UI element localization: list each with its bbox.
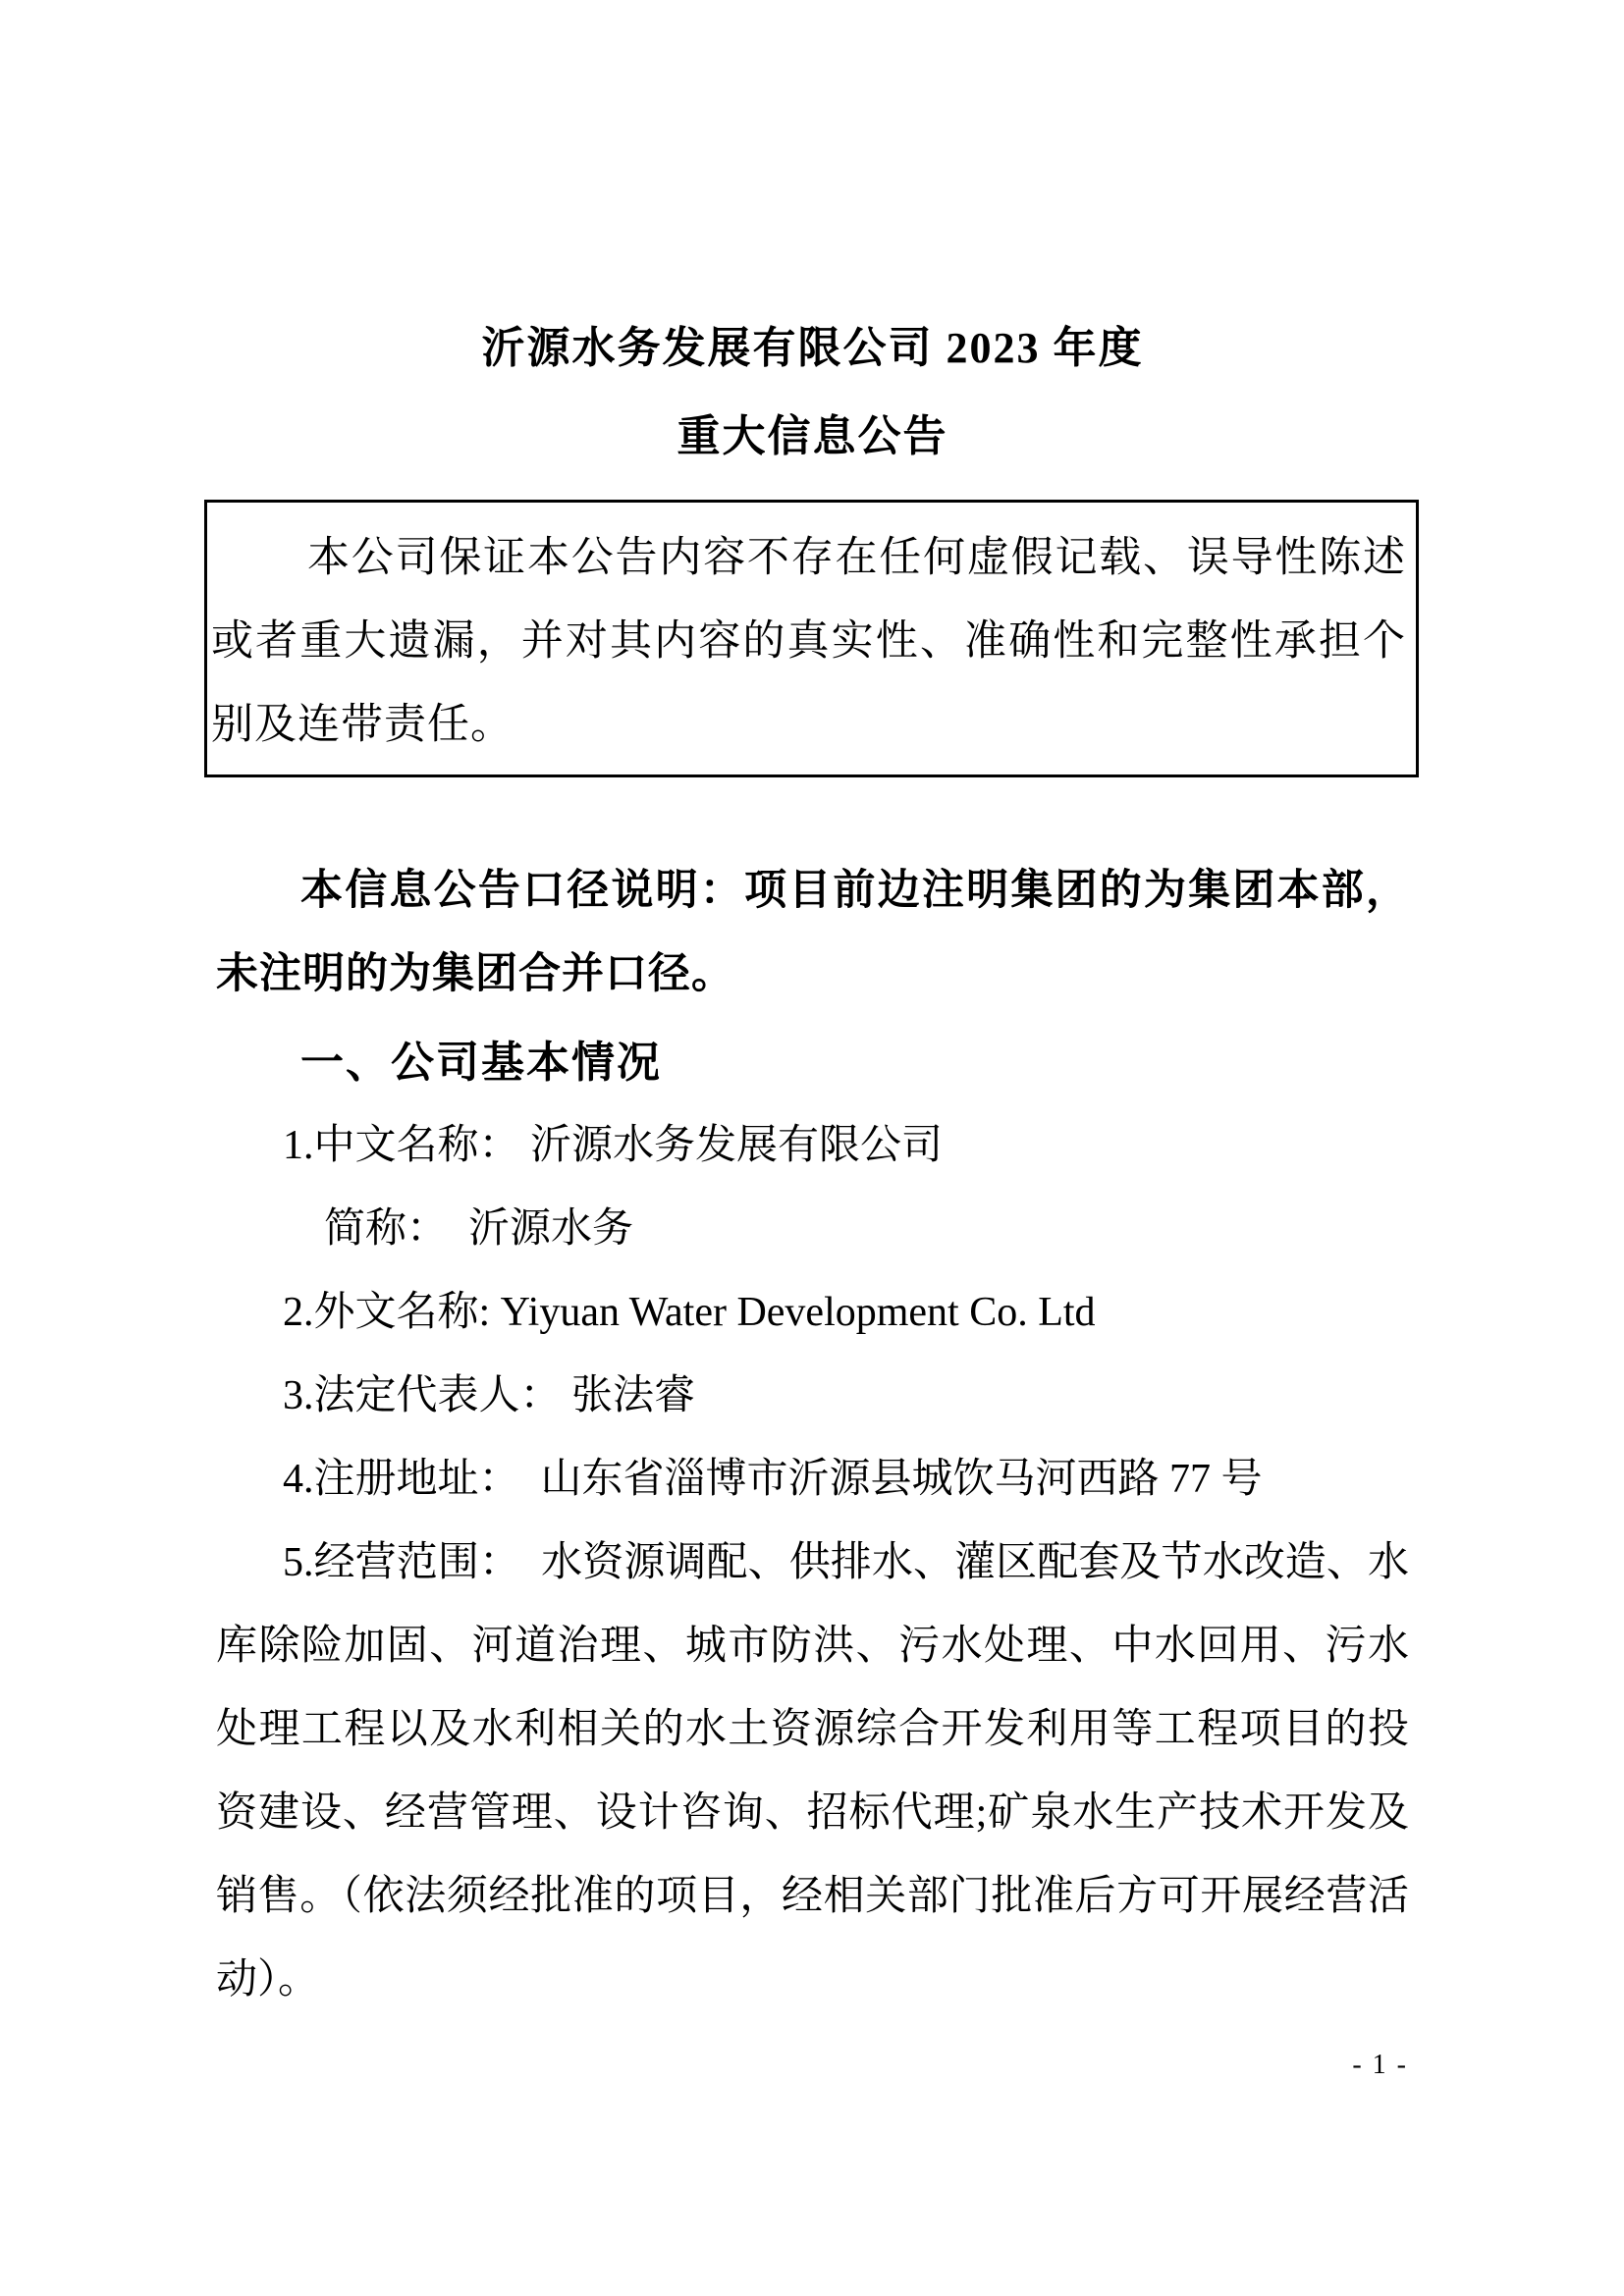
item-short-name: 简称： 沂源水务	[324, 1206, 634, 1252]
item-legal-representative: 3.法定代表人： 张法睿	[283, 1373, 696, 1418]
document-title-line1: 沂源水务发展有限公司 2023 年度	[481, 324, 1144, 372]
disclaimer-text: 本公司保证本公告内容不存在任何虚假记载、误导性陈述或者重大遗漏，并对其内容的真实性、准确性和完整性承担个别及连带责任。	[211, 535, 1406, 748]
document-title	[216, 304, 1409, 481]
document-title-line2: 重大信息公告	[677, 412, 948, 460]
item-registered-address: 4.注册地址： 山东省淄博市沂源县城饮马河西路 77 号	[283, 1457, 1263, 1502]
item-chinese-name: 1.中文名称： 沂源水务发展有限公司	[283, 1123, 944, 1168]
section-heading-company-basics: 一、公司基本情况	[300, 1039, 662, 1087]
caliber-note: 本信息公告口径说明：项目前边注明集团的为集团本部，未注明的为集团合并口径。	[216, 868, 1409, 997]
item-business-scope: 5.经营范围： 水资源调配、供排水、灌区配套及节水改造、水库除险加固、河道治理、城市防洪、污水处理、中水回用、污水处理工程以及水利相关的水土资源综合开发利用等工程项目的投资建设、经营管理、设计咨询、招标代理;矿泉水生产技术开发及销售。（依法须经批准的项目，经相关部门批准后方可开展经营活动）。	[216, 1540, 1409, 2002]
disclaimer-box	[204, 500, 1419, 777]
item-english-name: 2.外文名称: Yiyuan Water Development Co. Ltd	[283, 1290, 1096, 1335]
page-number: - 1 -	[1352, 2050, 1408, 2080]
